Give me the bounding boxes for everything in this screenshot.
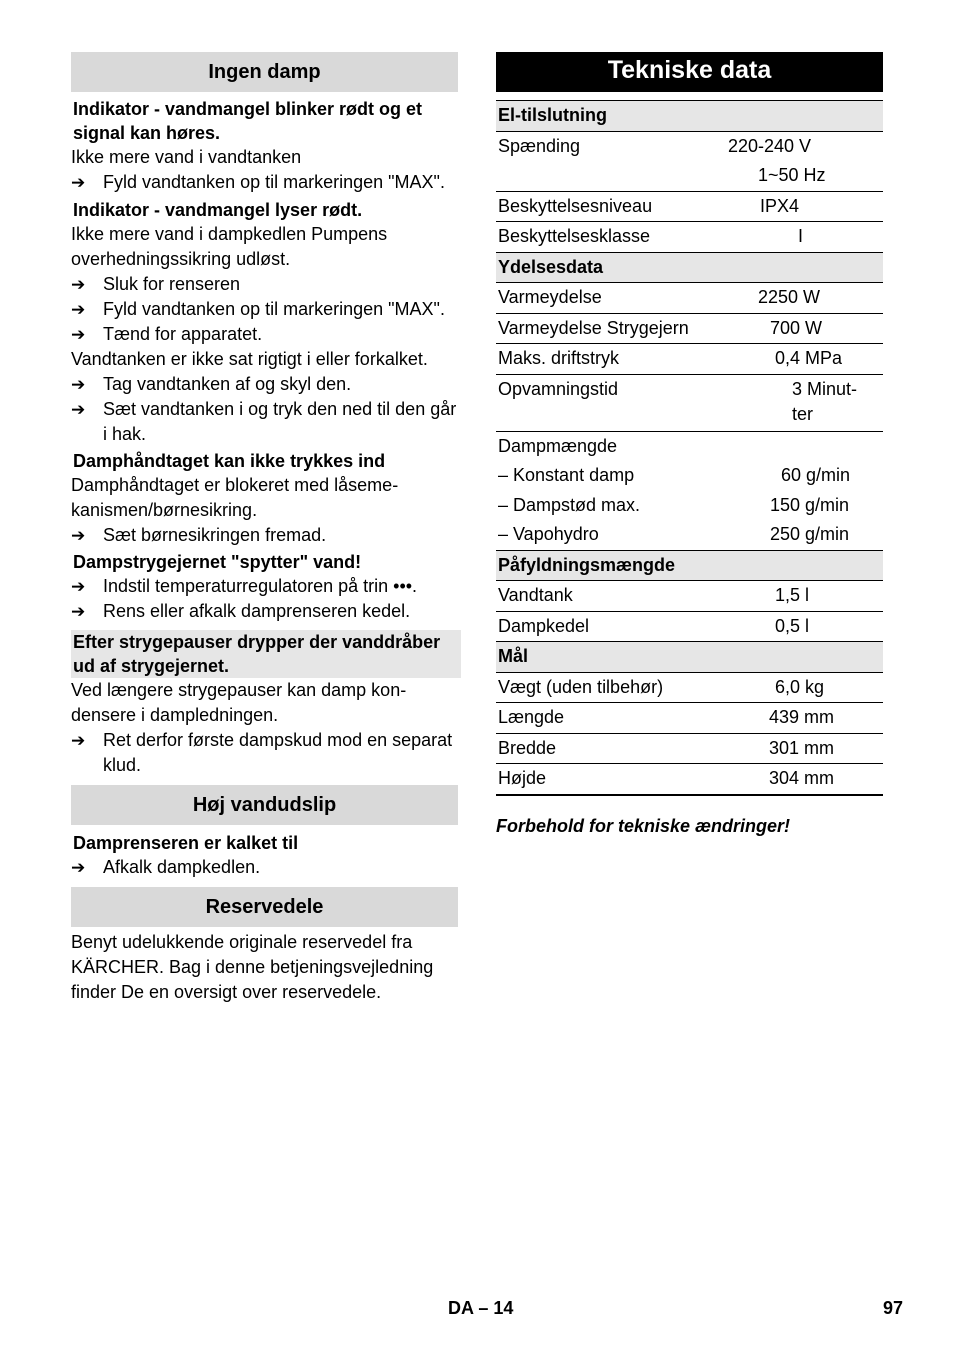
section-ingen-damp-title: Ingen damp [71, 52, 458, 92]
action-item: ➔ Tænd for apparatet. [71, 322, 458, 347]
heading-damphaandtag: Damphåndtaget kan ikke trykkes ind [73, 451, 386, 471]
disclaimer: Forbehold for tekniske ændringer! [496, 815, 791, 836]
heading-strygepauser: Efter strygepauser drypper der vanddråber ud af strygejernet. [71, 630, 461, 678]
page-title: Tekniske data [496, 52, 883, 92]
spec-row: Spænding 220-240 V [498, 135, 812, 156]
action-item: ➔ Rens eller afkalk damprenseren kedel. [71, 599, 458, 624]
spec-row: – Konstant damp 60 g/min [498, 465, 851, 485]
spec-row: – Dampstød max. 150 g/min [498, 494, 850, 515]
left-column [71, 52, 458, 1005]
spec-row: Varmeydelse Strygejern 700 W [496, 313, 883, 344]
right-arrow-icon: ➔ [71, 858, 86, 877]
section-reservedele-title: Reservedele [71, 887, 458, 927]
page-number: 97 [883, 1298, 904, 1318]
right-arrow-icon: ➔ [71, 300, 86, 319]
right-arrow-icon: ➔ [71, 602, 86, 621]
spec-row: Højde 304 mm [496, 764, 883, 795]
spec-group: El-tilslutning [496, 101, 883, 132]
spec-row: Varmeydelse 2250 W [496, 283, 883, 314]
right-arrow-icon: ➔ [71, 275, 86, 294]
action-item: ➔ Indstil temperaturregulatoren på trin •••. [71, 574, 458, 599]
dash-icon: – [498, 465, 514, 485]
footer-section: DA – 14 [448, 1298, 514, 1318]
para-vandtank-forkalket: Vandtanken er ikke sat rigtigt i eller forkalket. [71, 349, 428, 369]
right-column [496, 52, 883, 837]
action-item: ➔ Sluk for renseren [71, 272, 458, 297]
heading-vandmangel-lyser: Indikator - vandmangel lyser rødt. [73, 200, 363, 220]
spec-row: – Vapohydro 250 g/min [498, 524, 850, 544]
spec-row: Bredde 301 mm [496, 733, 883, 764]
right-arrow-icon: ➔ [71, 173, 86, 192]
spec-row: Dampmængde [498, 435, 618, 456]
right-arrow-icon: ➔ [71, 400, 86, 419]
action-item: ➔ Ret derfor første dampskud mod en separat klud. [71, 728, 458, 778]
spec-row: Beskyttelsesniveau IPX4 [496, 191, 883, 222]
action-item: ➔ Afkalk dampkedlen. [71, 855, 458, 880]
action-item: ➔ Fyld vandtanken op til markeringen "MAX". [71, 170, 458, 195]
spec-row: 1~50 Hz [496, 161, 883, 191]
para-reservedele: Benyt udelukkende originale reservedel fra KÄRCHER. Bag i denne betjeningsvejledning finder De en oversigt over reservedele. [71, 932, 434, 1002]
spec-group: Ydelsesdata [496, 252, 883, 283]
right-arrow-icon: ➔ [71, 731, 86, 750]
heading-vandmangel-blinker: Indikator - vandmangel blinker rødt og et signal kan høres. [73, 99, 423, 143]
right-arrow-icon: ➔ [71, 375, 86, 394]
action-item: ➔ Sæt børnesikringen fremad. [71, 523, 458, 548]
action-item: ➔ Fyld vandtanken op til markeringen "MAX". [71, 297, 458, 322]
spec-group: Mål [496, 642, 883, 673]
right-arrow-icon: ➔ [71, 325, 86, 344]
section-hoj-vandudslip-title: Høj vandudslip [71, 785, 458, 825]
action-item: ➔ Tag vandtanken af og skyl den. [71, 372, 458, 397]
right-arrow-icon: ➔ [71, 577, 86, 596]
spec-row: Vandtank 1,5 l [496, 581, 883, 612]
right-arrow-icon: ➔ [71, 526, 86, 545]
spec-row: Længde 439 mm [496, 703, 883, 734]
spec-row: Opvamningstid 3 Minutter [496, 374, 883, 431]
para-kondensere: Ved længere strygepauser kan damp kondensere i dampledningen. [71, 680, 407, 725]
dash-icon: – [498, 494, 514, 515]
spec-row: Vægt (uden tilbehør) 6,0 kg [496, 672, 883, 703]
action-item: ➔ Sæt vandtanken i og tryk den ned til den går i hak. [71, 397, 458, 447]
spec-row: Beskyttelsesklasse I [498, 226, 804, 246]
para-ingen-vand: Ikke mere vand i vandtanken [71, 147, 302, 167]
heading-kalket: Damprenseren er kalket til [73, 833, 299, 853]
heading-spytter-vand: Dampstrygejernet "spytter" vand! [73, 552, 362, 572]
dash-icon: – [498, 524, 514, 544]
spec-table [496, 100, 883, 796]
para-laasemekanisme: Damphåndtaget er blokeret med låsemekanismen/børnesikring. [71, 475, 399, 520]
spec-row: Maks. driftstryk 0,4 MPa [496, 344, 883, 375]
para-dampkedel: Ikke mere vand i dampkedlen Pumpens overhedningssikring udløst. [71, 224, 388, 269]
spec-group: Påfyldningsmængde [496, 550, 883, 581]
spec-row: Dampkedel 0,5 l [498, 615, 810, 636]
